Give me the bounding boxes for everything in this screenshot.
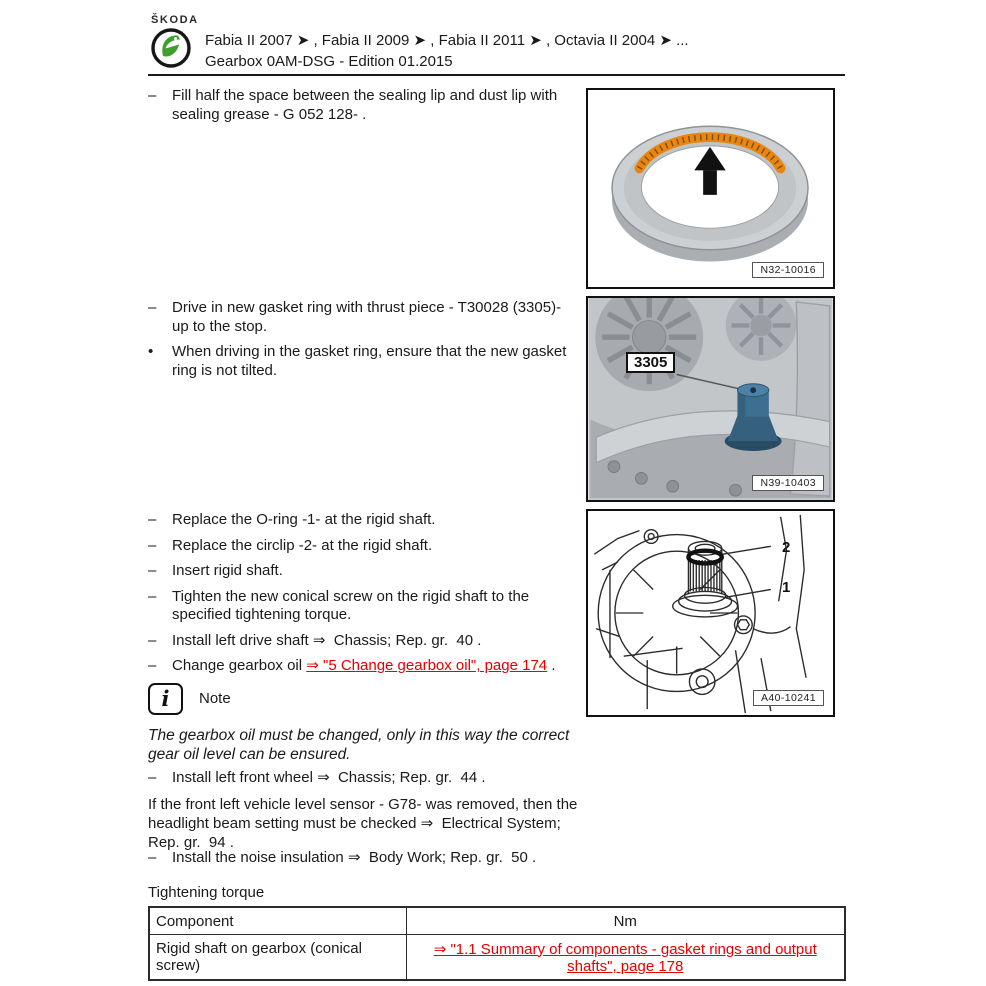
step-text-suffix: . [547, 657, 556, 674]
header-edition-line: Gearbox 0AM-DSG - Edition 01.2015 [205, 53, 453, 70]
step-text [172, 657, 580, 676]
header-models-line: Fabia II 2007 ➤ , Fabia II 2009 ➤ , Fabia II 2011 ➤ , Octavia II 2004 ➤ ... [205, 32, 689, 49]
step-marker: – [148, 657, 157, 674]
torque-table [148, 906, 846, 981]
torque-heading: Tightening torque [148, 884, 265, 901]
step-item [148, 299, 580, 336]
step-text: Install the noise insulation ⇒ Body Work; Rep. gr. 50 . [172, 849, 537, 866]
step-item [148, 87, 580, 124]
component-header: Component [149, 907, 406, 935]
bullet-marker: • [148, 343, 154, 360]
figure-thrust-piece [586, 296, 835, 502]
note-info-icon: i [148, 683, 183, 715]
sensor-paragraph: If the front left vehicle level sensor - G78- was removed, then the headlight beam setting must be checked ⇒ Electrical System; Rep. gr. 94 . [148, 796, 582, 851]
torque-table-wrap [148, 906, 846, 981]
step-text: Install left drive shaft ⇒ Chassis; Rep. gr. 40 . [172, 631, 482, 649]
change-oil-link[interactable]: ⇒ "5 Change gearbox oil", page 174 [306, 657, 548, 674]
callout-2: 2 [782, 539, 791, 556]
figure-id-label: A40-10241 [753, 690, 824, 706]
step-text: Replace the O-ring -1- at the rigid shaft. [172, 511, 436, 528]
step-text: Fill half the space between the sealing lip and dust lip with sealing grease - G 052 128- . [172, 87, 562, 123]
step-item [148, 511, 580, 530]
step-text: Install left front wheel ⇒ Chassis; Rep. gr. 44 . [172, 769, 486, 786]
step-item [148, 562, 580, 581]
note-header [148, 683, 580, 715]
step-item [148, 769, 580, 788]
step-block-grease [148, 87, 580, 131]
step-block-rigid-shaft [148, 511, 580, 683]
bullet-text: When driving in the gasket ring, ensure that the new gasket ring is not tilted. [172, 343, 571, 379]
step-item [148, 849, 580, 868]
figure-seal-ring [586, 88, 835, 289]
header-rule [148, 74, 845, 76]
callout-1: 1 [782, 579, 791, 596]
step-marker: – [148, 769, 157, 786]
step-item [148, 537, 580, 556]
step-text: Replace the circlip -2- at the rigid shaft. [172, 536, 433, 554]
step-block-drive-in [148, 299, 580, 387]
step-block-noise [148, 849, 580, 875]
step-marker: – [148, 849, 157, 866]
step-marker: – [148, 87, 157, 104]
tool-callout-3305: 3305 [626, 352, 675, 373]
figure-id-label: N39-10403 [752, 475, 824, 491]
step-marker: – [148, 299, 157, 316]
seal-ring-illustration [588, 90, 833, 287]
step-text: Tighten the new conical screw on the rigid shaft to the specified tightening torque. [172, 587, 534, 623]
step-text: Drive in new gasket ring with thrust piece - T30028 (3305)- up to the stop. [172, 299, 566, 335]
table-row [149, 935, 845, 981]
thrust-piece-illustration [588, 298, 833, 500]
step-block-wheel [148, 769, 580, 795]
skoda-logo-icon [150, 27, 192, 69]
step-marker: – [148, 536, 157, 554]
skoda-wordmark: ŠKODA [151, 14, 199, 26]
component-cell: Rigid shaft on gearbox (conical screw) [149, 935, 406, 981]
nm-header: Nm [406, 907, 845, 935]
bullet-item [148, 343, 580, 380]
step-marker: – [148, 587, 157, 605]
rigid-shaft-illustration [588, 511, 833, 715]
step-text-prefix: Change gearbox oil [172, 657, 307, 674]
step-item [148, 632, 580, 651]
step-marker: – [148, 511, 157, 528]
step-marker: – [148, 631, 157, 649]
note-label: Note [199, 689, 231, 707]
note-text: The gearbox oil must be changed, only in this way the correct gear oil level can be ensured. [148, 727, 574, 763]
figure-id-label: N32-10016 [752, 262, 824, 278]
step-item [148, 588, 580, 625]
figure-rigid-shaft [586, 509, 835, 717]
step-marker: – [148, 562, 157, 579]
step-text: Insert rigid shaft. [172, 562, 283, 579]
summary-components-link[interactable]: ⇒ "1.1 Summary of components - gasket rings and output shafts", page 178 [433, 940, 817, 975]
step-item-change-oil [148, 657, 580, 676]
